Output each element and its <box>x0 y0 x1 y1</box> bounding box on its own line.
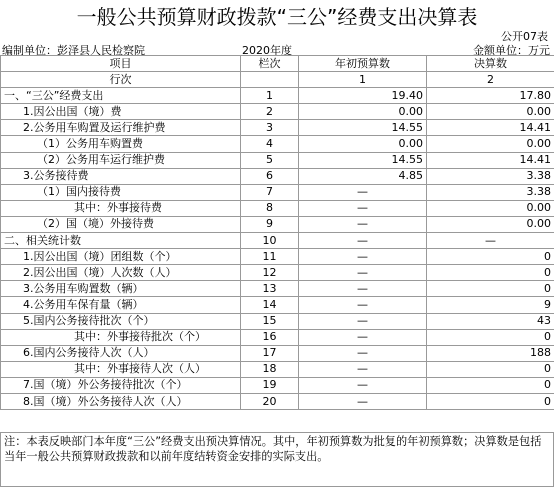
row-final: 3.38 <box>427 168 554 184</box>
row-budget: — <box>299 345 427 361</box>
row-item: 6.国内公务接待人次（人） <box>1 345 241 361</box>
row-index-row <box>1 72 554 88</box>
row-budget: — <box>299 184 427 200</box>
row-item: 3.公务接待费 <box>1 168 241 184</box>
table-row <box>1 265 554 281</box>
table-row <box>1 377 554 393</box>
row-index-final: 2 <box>427 72 554 88</box>
table-row <box>1 104 554 120</box>
footnote: 注：本表反映部门本年度“三公”经费支出预决算情况。其中，年初预算数为批复的年初预算数；决算数是包括当年一般公共预算财政拨款和以前年度结转资金安排的实际支出。 <box>0 432 554 487</box>
table-row <box>1 297 554 313</box>
row-budget: — <box>299 233 427 249</box>
row-budget: — <box>299 361 427 377</box>
row-column: 10 <box>241 233 299 249</box>
row-budget: — <box>299 393 427 409</box>
row-final: 9 <box>427 297 554 313</box>
row-item: （1）国内接待费 <box>1 184 241 200</box>
table-body <box>1 88 554 410</box>
table-row <box>1 152 554 168</box>
row-budget: — <box>299 249 427 265</box>
table-row <box>1 345 554 361</box>
header-item: 项目 <box>1 56 241 72</box>
row-budget: — <box>299 329 427 345</box>
row-final: 188 <box>427 345 554 361</box>
row-column: 2 <box>241 104 299 120</box>
row-item: 2.因公出国（境）人次数（人） <box>1 265 241 281</box>
header-column: 栏次 <box>241 56 299 72</box>
expenditure-table <box>0 55 554 410</box>
row-budget: — <box>299 313 427 329</box>
row-index-label: 行次 <box>1 72 241 88</box>
row-budget: 4.85 <box>299 168 427 184</box>
fiscal-year: 2020年度 <box>242 44 292 57</box>
row-column: 6 <box>241 168 299 184</box>
row-item: 二、相关统计数 <box>1 233 241 249</box>
row-column: 16 <box>241 329 299 345</box>
table-row <box>1 329 554 345</box>
table-row <box>1 361 554 377</box>
row-budget: — <box>299 216 427 232</box>
header-budget: 年初预算数 <box>299 56 427 72</box>
row-final: 0 <box>427 249 554 265</box>
header-row <box>1 56 554 72</box>
row-budget: 14.55 <box>299 120 427 136</box>
row-column: 11 <box>241 249 299 265</box>
row-item: 其中：外事接待费 <box>1 200 241 216</box>
row-budget: — <box>299 297 427 313</box>
row-index-col <box>241 72 299 88</box>
row-column: 12 <box>241 265 299 281</box>
compiling-unit: 编制单位：彭泽县人民检察院 <box>2 44 145 57</box>
row-item: 7.国（境）外公务接待批次（个） <box>1 377 241 393</box>
row-item: 2.公务用车购置及运行维护费 <box>1 120 241 136</box>
row-column: 1 <box>241 88 299 104</box>
table-title: 一般公共预算财政拨款“三公”经费支出决算表 <box>76 5 478 29</box>
row-final: 43 <box>427 313 554 329</box>
row-index-budget: 1 <box>299 72 427 88</box>
row-column: 7 <box>241 184 299 200</box>
table-row <box>1 313 554 329</box>
row-column: 3 <box>241 120 299 136</box>
table-row <box>1 249 554 265</box>
table-row <box>1 120 554 136</box>
row-final: 0.00 <box>427 200 554 216</box>
row-item: （1）公务用车购置费 <box>1 136 241 152</box>
row-final: 14.41 <box>427 152 554 168</box>
row-column: 19 <box>241 377 299 393</box>
row-budget: 19.40 <box>299 88 427 104</box>
row-column: 15 <box>241 313 299 329</box>
table-row <box>1 88 554 104</box>
row-item: 1.因公出国（境）费 <box>1 104 241 120</box>
row-final: 0 <box>427 329 554 345</box>
amount-unit: 金额单位：万元 <box>473 44 550 57</box>
table-row <box>1 168 554 184</box>
row-final: 14.41 <box>427 120 554 136</box>
row-item: 1.因公出国（境）团组数（个） <box>1 249 241 265</box>
row-item: （2）国（境）外接待费 <box>1 216 241 232</box>
table-row <box>1 233 554 249</box>
row-item: 5.国内公务接待批次（个） <box>1 313 241 329</box>
row-budget: 0.00 <box>299 136 427 152</box>
row-final: 3.38 <box>427 184 554 200</box>
row-budget: — <box>299 200 427 216</box>
row-column: 4 <box>241 136 299 152</box>
row-item: 其中：外事接待人次（人） <box>1 361 241 377</box>
table-row <box>1 216 554 232</box>
row-item: 8.国（境）外公务接待人次（人） <box>1 393 241 409</box>
row-column: 20 <box>241 393 299 409</box>
row-budget: — <box>299 265 427 281</box>
row-budget: — <box>299 281 427 297</box>
table-row <box>1 184 554 200</box>
table-row <box>1 200 554 216</box>
row-final: 0.00 <box>427 216 554 232</box>
row-column: 9 <box>241 216 299 232</box>
table-row <box>1 281 554 297</box>
row-final: 0.00 <box>427 104 554 120</box>
form-number: 公开07表 <box>501 30 548 43</box>
row-column: 17 <box>241 345 299 361</box>
row-column: 5 <box>241 152 299 168</box>
table-row <box>1 393 554 409</box>
row-item: （2）公务用车运行维护费 <box>1 152 241 168</box>
row-column: 18 <box>241 361 299 377</box>
row-budget: — <box>299 377 427 393</box>
row-final: 0.00 <box>427 136 554 152</box>
row-final: 0 <box>427 281 554 297</box>
row-budget: 0.00 <box>299 104 427 120</box>
row-item: 3.公务用车购置数（辆） <box>1 281 241 297</box>
row-column: 14 <box>241 297 299 313</box>
row-item: 一、“三公”经费支出 <box>1 88 241 104</box>
row-final: 0 <box>427 265 554 281</box>
header-final: 决算数 <box>427 56 554 72</box>
row-final: 0 <box>427 361 554 377</box>
row-final: 0 <box>427 393 554 409</box>
row-column: 13 <box>241 281 299 297</box>
row-column: 8 <box>241 200 299 216</box>
row-budget: 14.55 <box>299 152 427 168</box>
table-row <box>1 136 554 152</box>
row-item: 其中：外事接待批次（个） <box>1 329 241 345</box>
row-final: — <box>427 233 554 249</box>
row-final: 0 <box>427 377 554 393</box>
row-final: 17.80 <box>427 88 554 104</box>
row-item: 4.公务用车保有量（辆） <box>1 297 241 313</box>
